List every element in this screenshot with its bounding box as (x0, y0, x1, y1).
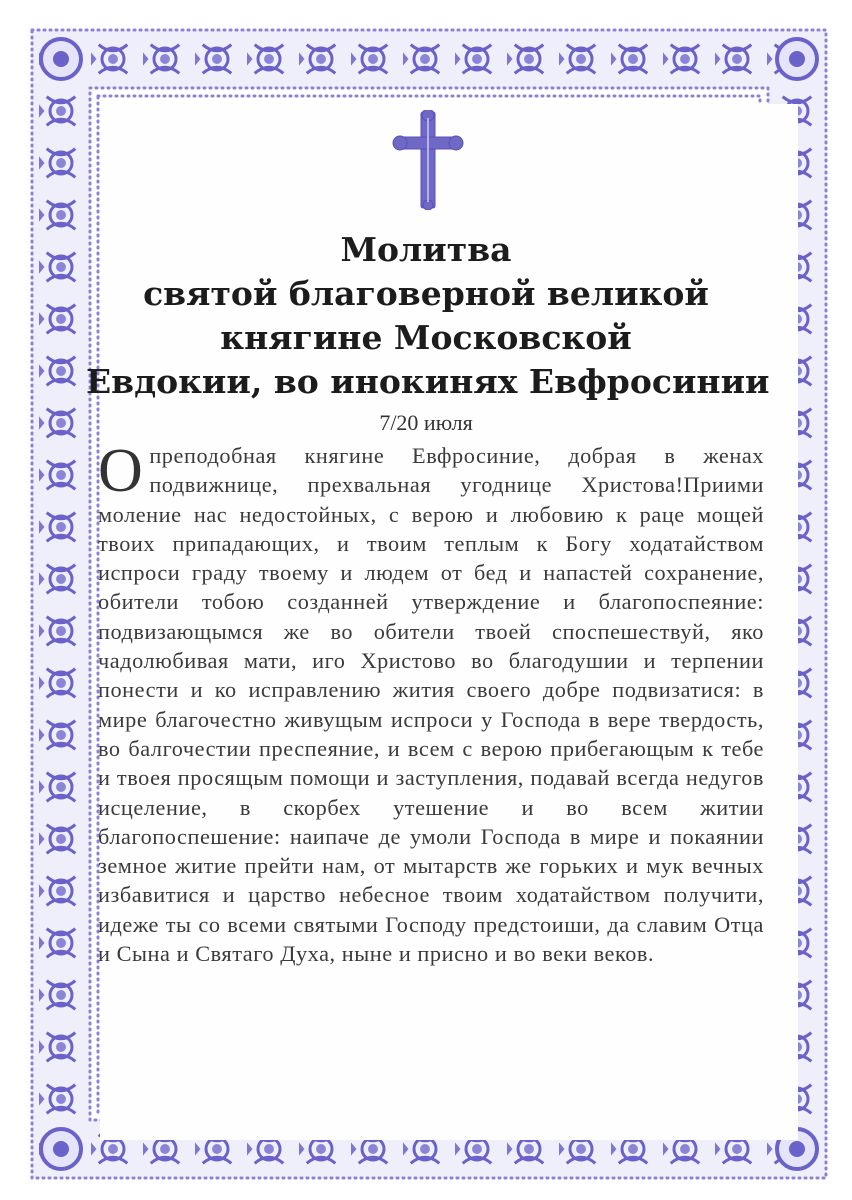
drop-cap: О (98, 437, 144, 505)
prayer-text (98, 437, 764, 968)
title-line-2: святой благоверной великой (143, 274, 709, 313)
orthodox-cross-icon (378, 110, 478, 210)
prayer-body-text: преподобная княгине Евфросиние, добрая в женах подвижнице, прехвальная угоднице Христова!Приими моление нас недостойных, с верою и любовию к раце мощей твоих припадающих, и твоим теплым к Богу ходатайством испроси граду твоему и людем от бед и напастей сохранение, обители тобою созданней утверждение и благопоспеяние: подвизающымся же во обители твоей споспешествуй, яко чадолюбивая мати, иго Христово во благодушии и терпении понести и ко исправлению жития своего добре подвизатися: в мире благочестно живущым испроси у Господа в вере твердость, во балгочестии преспеяние, и всем с верою прибегающым к тебе и твоея просящым помощи и заступления, подавай всегда недугов исцеление, в скорбех утешение и во всем житии благопоспешение: наипаче де умоли Господа в мире и покаянии земное житие прейти нам, от мытарств же горьких и мук вечных избавитися и царство небесное твоим ходатайством получити, идеже ты со всеми святыми Господу предстоиши, да славим Отца и Сына и Святаго Духа, ныне и присно и во веки веков. (98, 443, 764, 967)
title-line-3: княгине Московской (220, 318, 632, 357)
prayer-title (86, 228, 770, 404)
title-line-4: Евдокии, во инокинях Евфросинии (86, 362, 770, 401)
feast-date: 7/20 июля (379, 410, 473, 435)
title-line-1: Молитва (340, 230, 512, 269)
